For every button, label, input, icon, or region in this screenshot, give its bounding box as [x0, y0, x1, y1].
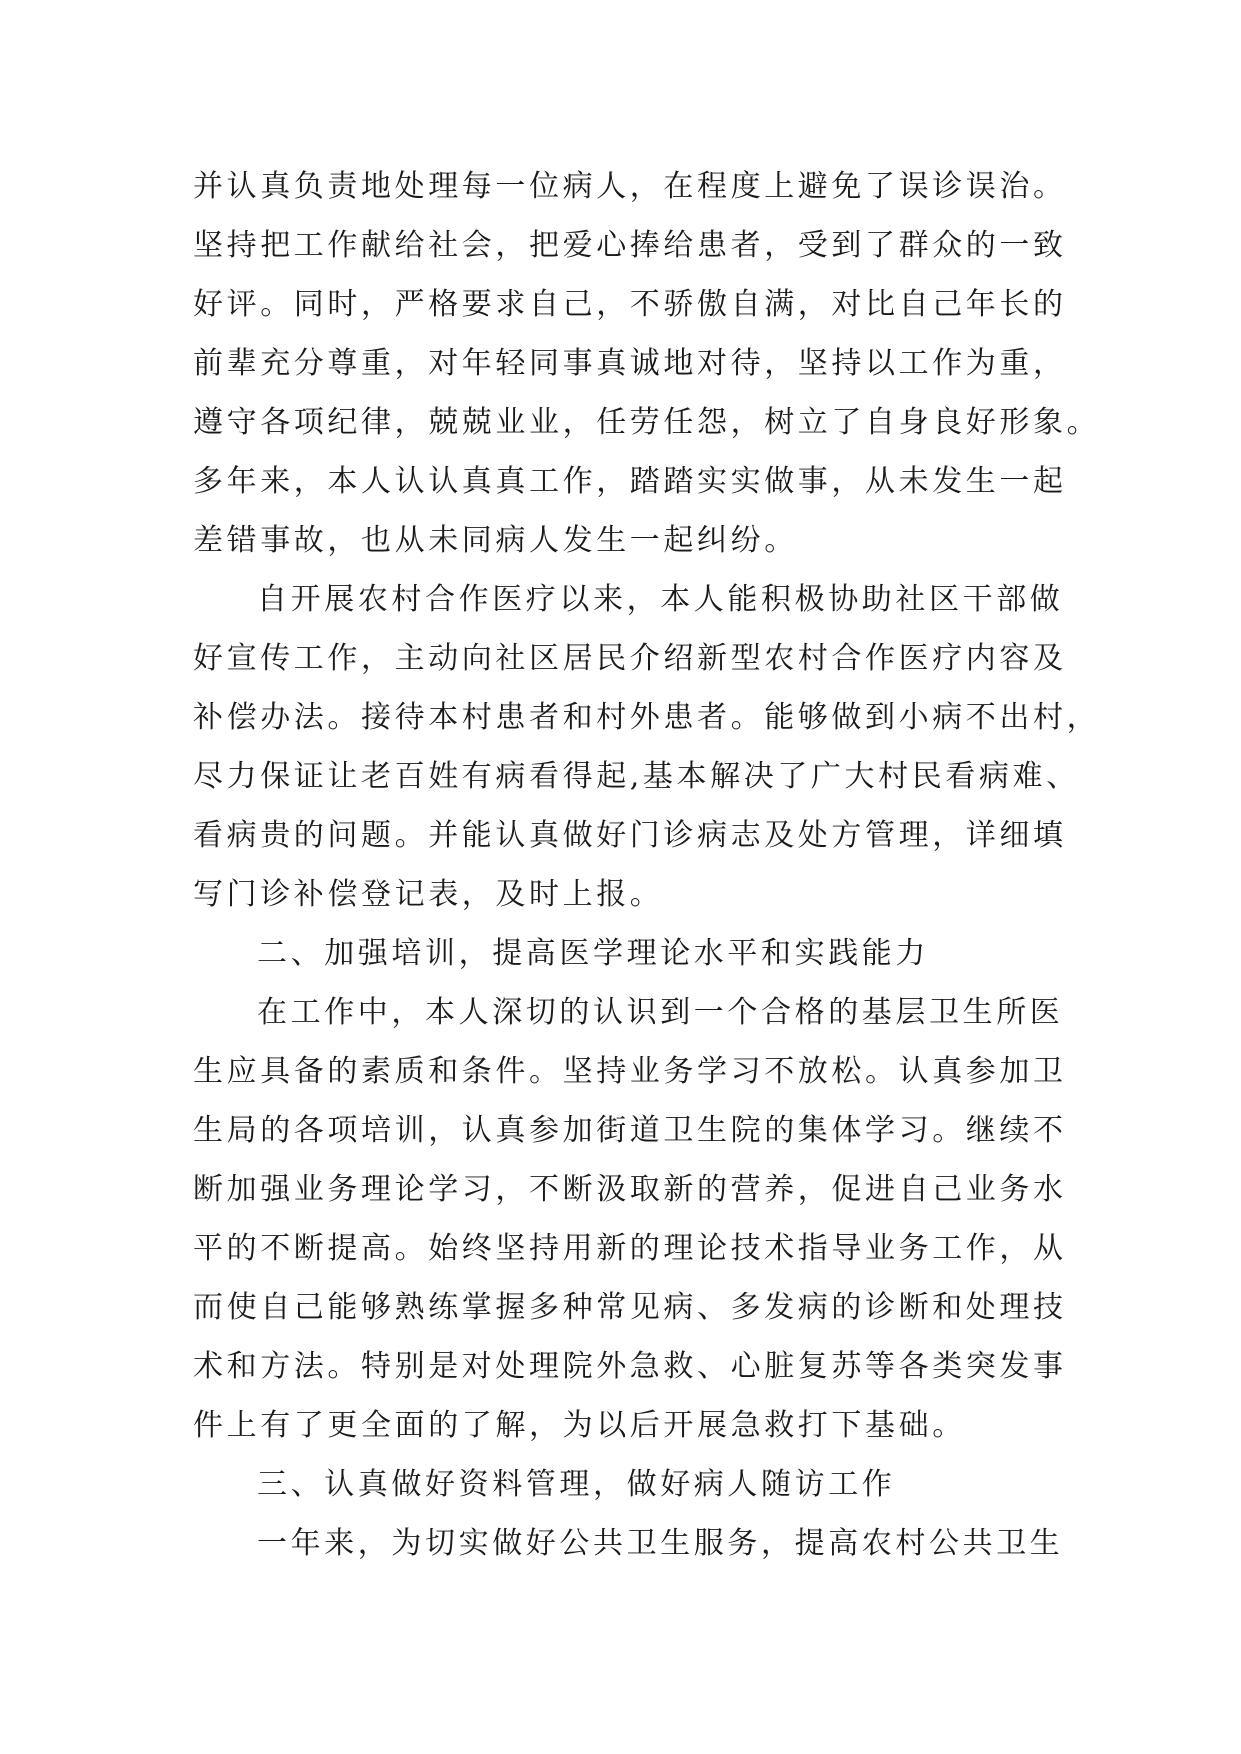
text-line: 补偿办法。接待本村患者和村外患者。能够做到小病不出村，: [193, 700, 1101, 735]
text-line: 多年来，本人认认真真工作，踏踏实实做事，从未发生一起: [193, 464, 1067, 499]
text-line: 并认真负责地处理每一位病人，在程度上避免了误诊误治。: [193, 169, 1067, 204]
text-line: 遵守各项纪律，兢兢业业，任劳任怨，树立了自身良好形象。: [193, 405, 1101, 440]
text-line: 尽力保证让老百姓有病看得起,基本解决了广大村民看病难、: [193, 759, 1080, 794]
text-line: 写门诊补偿登记表，及时上报。: [193, 877, 664, 912]
section-heading: 二、加强培训，提高医学理论水平和实践能力: [257, 936, 929, 971]
section-heading: 三、认真做好资料管理，做好病人随访工作: [257, 1467, 896, 1502]
paragraph-first-line: 一年来，为切实做好公共卫生服务，提高农村公共卫生: [257, 1526, 1064, 1561]
text-line: 看病贵的问题。并能认真做好门诊病志及处方管理，详细填: [193, 818, 1067, 853]
text-line: 坚持把工作献给社会，把爱心捧给患者，受到了群众的一致: [193, 228, 1067, 263]
text-line: 生局的各项培训，认真参加街道卫生院的集体学习。继续不: [193, 1113, 1067, 1148]
text-line: 平的不断提高。始终坚持用新的理论技术指导业务工作，从: [193, 1231, 1067, 1266]
text-line: 件上有了更全面的了解，为以后开展急救打下基础。: [193, 1408, 966, 1443]
paragraph-first-line: 自开展农村合作医疗以来，本人能积极协助社区干部做: [257, 582, 1064, 617]
text-line: 前辈充分尊重，对年轻同事真诚地对待，坚持以工作为重，: [193, 346, 1067, 381]
paragraph-first-line: 在工作中，本人深切的认识到一个合格的基层卫生所医: [257, 995, 1064, 1030]
text-line: 生应具备的素质和条件。坚持业务学习不放松。认真参加卫: [193, 1054, 1067, 1089]
text-line: 术和方法。特别是对处理院外急救、心脏复苏等各类突发事: [193, 1349, 1067, 1384]
text-line: 而使自己能够熟练掌握多种常见病、多发病的诊断和处理技: [193, 1290, 1067, 1325]
text-line: 断加强业务理论学习，不断汲取新的营养，促进自己业务水: [193, 1172, 1067, 1207]
text-line: 好评。同时，严格要求自己，不骄傲自满，对比自己年长的: [193, 287, 1067, 322]
text-line: 差错事故，也从未同病人发生一起纠纷。: [193, 523, 798, 558]
text-line: 好宣传工作，主动向社区居民介绍新型农村合作医疗内容及: [193, 641, 1067, 676]
